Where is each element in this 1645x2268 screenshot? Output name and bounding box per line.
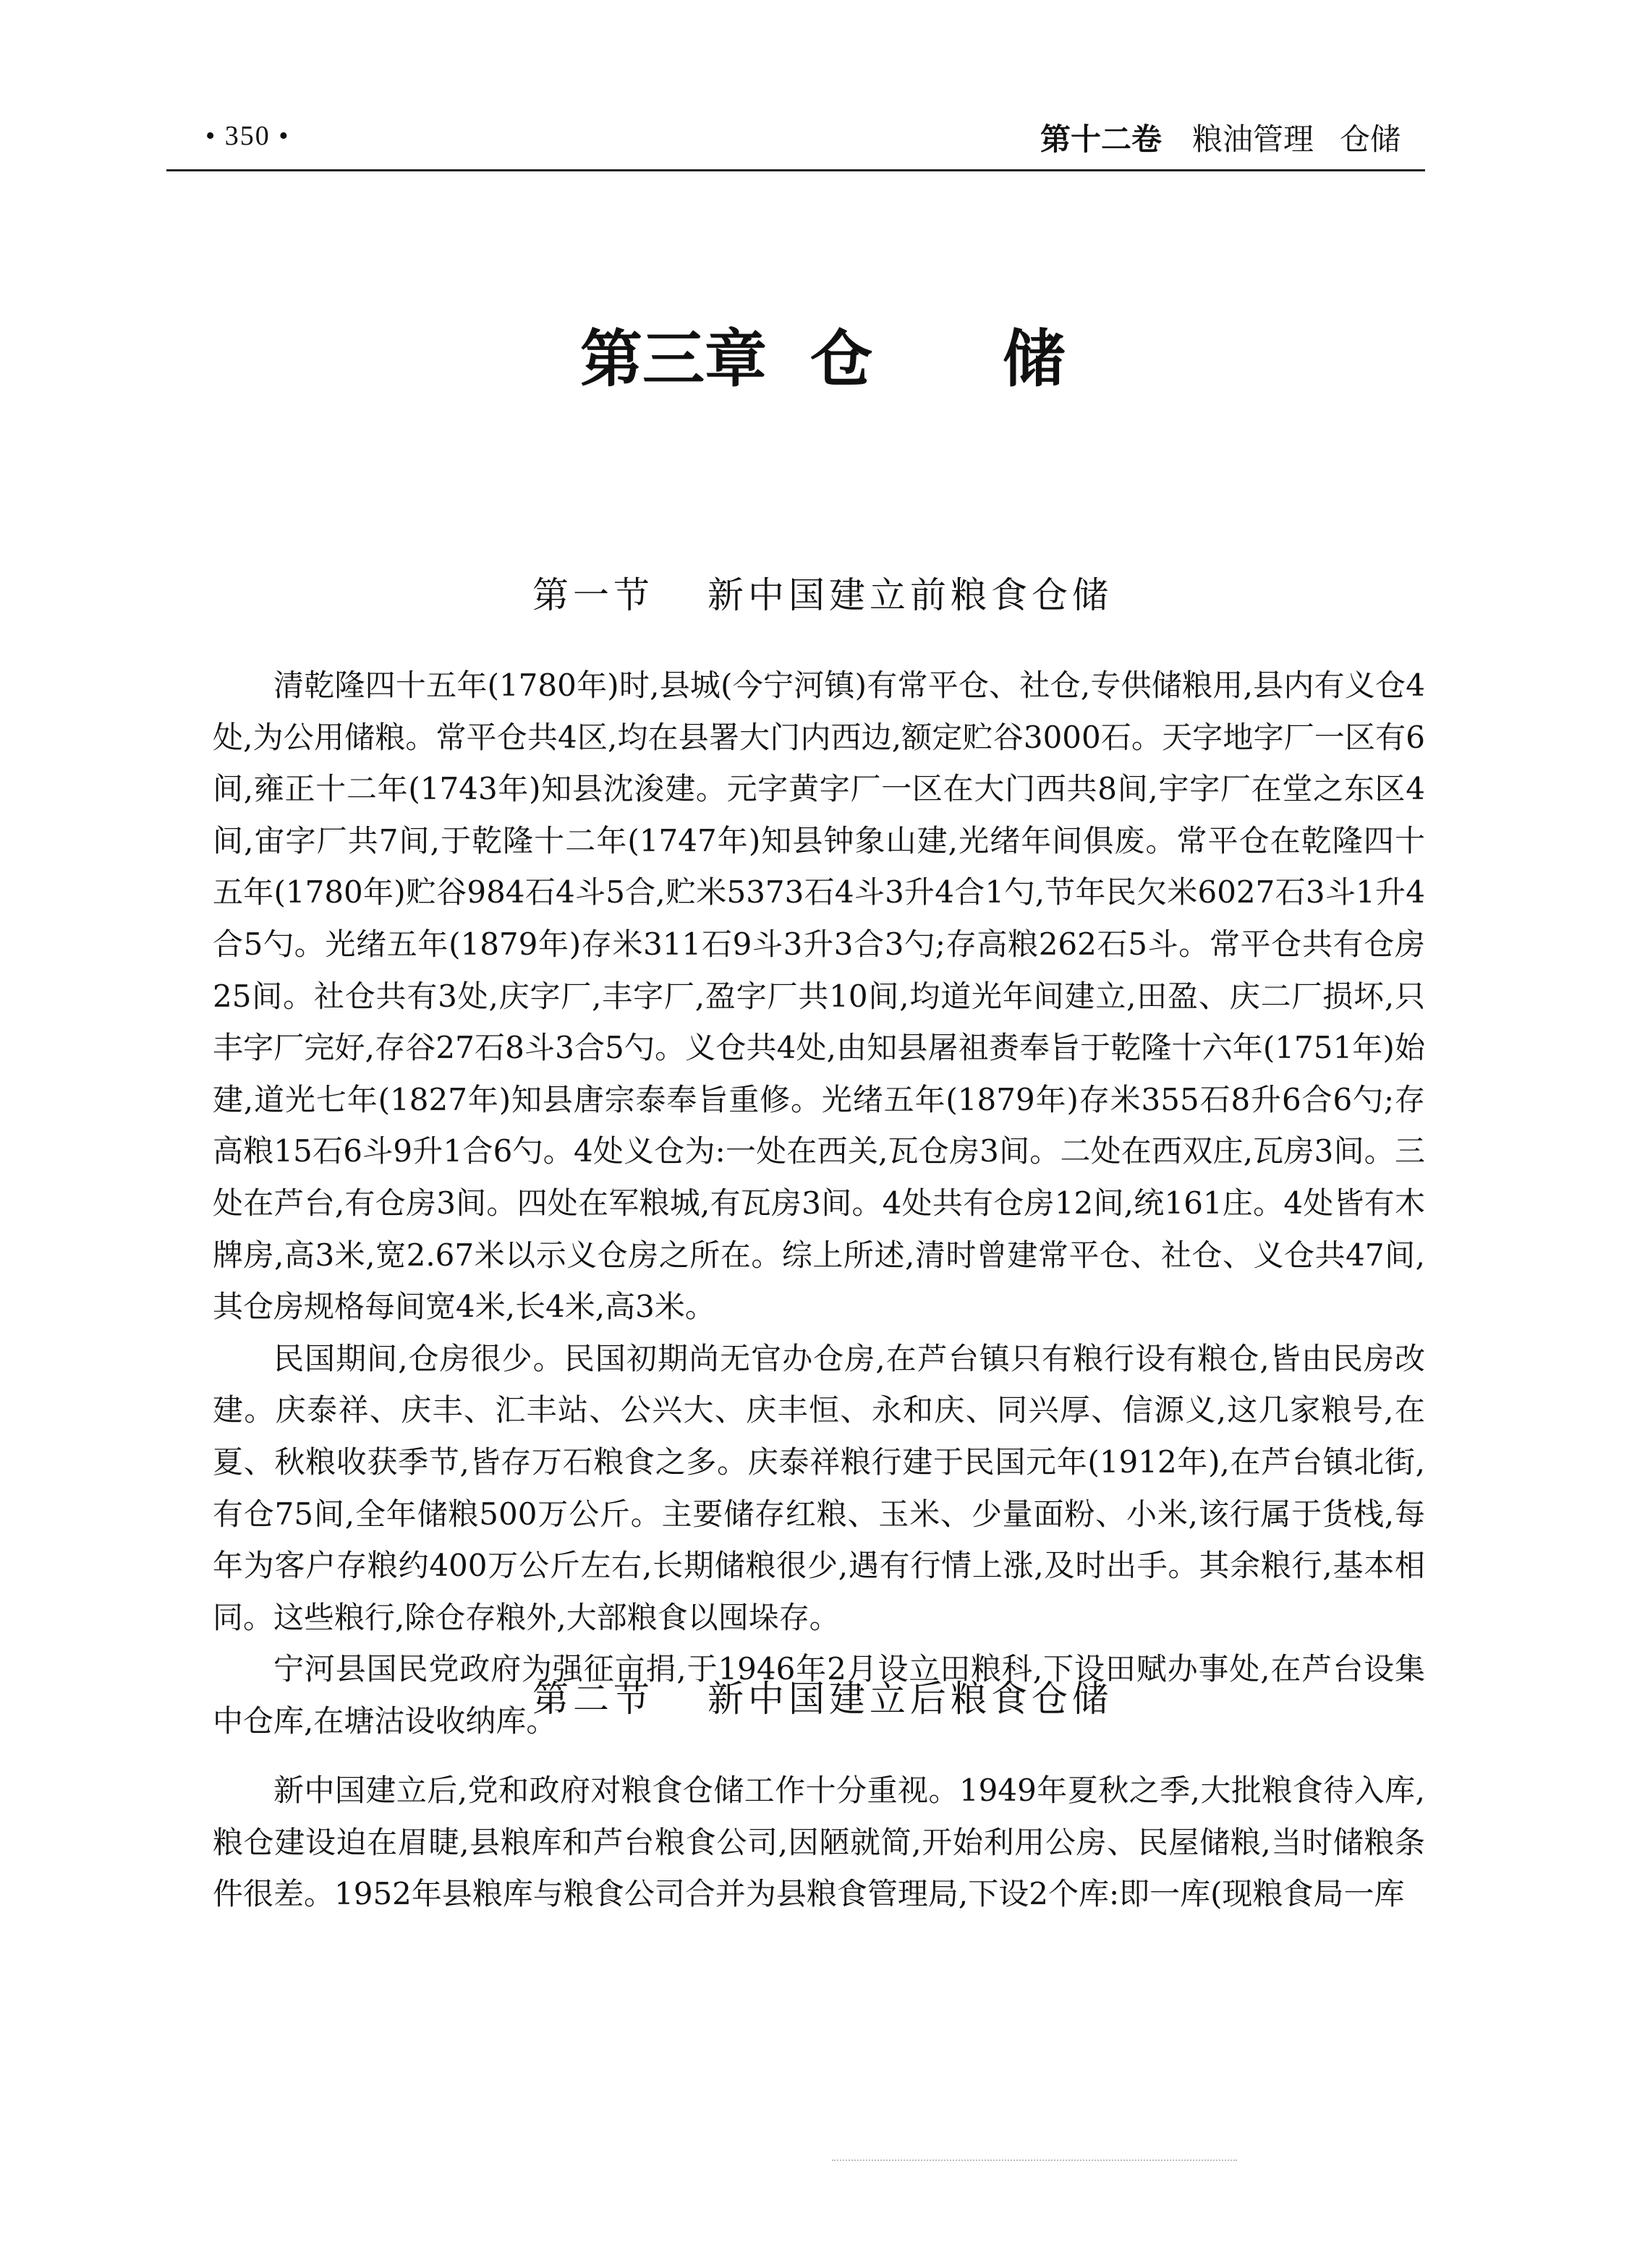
paragraph: 清乾隆四十五年(1780年)时,县城(今宁河镇)有常平仓、社仓,专供储粮用,县内有义仓4处,为公用储粮。常平仓共4区,均在县署大门内西边,额定贮谷3000石。天字地字厂一区有6间,雍正十二年(1743年)知县沈浚建。元字黄字厂一区在大门西共8间,宇字厂在堂之东区4间,宙字厂共7间,于乾隆十二年(1747年)知县钟象山建,光绪年间俱废。常平仓在乾隆四十五年(1780年)贮谷984石4斗5合,贮米5373石4斗3升4合1勺,节年民欠米6027石3斗1升4合5勺。光绪五年(1879年)存米311石9斗3升3合3勺;存高粮262石5斗。常平仓共有仓房25间。社仓共有3处,庆字厂,丰字厂,盈字厂共10间,均道光年间建立,田盈、庆二厂损坏,只丰字厂完好,存谷27石8斗3合5勺。义仓共4处,由知县屠祖赉奉旨于乾隆十六年(1751年)始建,道光七年(1827年)知县唐宗泰奉旨重修。光绪五年(1879年)存米355石8升6合6勺;存高粮15石6斗9升1合6勺。4处义仓为:一处在西关,瓦仓房3间。二处在西双庄,瓦房3间。三处在芦台,有仓房3间。四处在军粮城,有瓦房3间。4处共有仓房12间,统161庄。4处皆有木牌房,高3米,宽2.67米以示义仓房之所在。综上所述,清时曾建常平仓、社仓、义仓共47间,其仓房规格每间宽4米,长4米,高3米。 xyxy=(213,668,1425,1325)
section-title: 新中国建立后粮食仓储 xyxy=(707,1678,1113,1720)
page-number: • 350 • xyxy=(205,121,290,151)
section-1-body xyxy=(213,660,1425,1747)
running-head-volume: 第十二卷 xyxy=(1040,122,1162,157)
paragraph: 宁河县国民党政府为强征亩捐,于1946年2月设立田粮科,下设田赋办事处,在芦台设集中仓库,在塘沽设收纳库。 xyxy=(213,1651,1425,1739)
section-number: 第二节 xyxy=(532,1678,654,1720)
section-number: 第一节 xyxy=(532,574,654,616)
running-head-topic: 粮油管理 xyxy=(1191,122,1314,157)
paragraph: 民国期间,仓房很少。民国初期尚无官办仓房,在芦台镇只有粮行设有粮仓,皆由民房改建。庆泰祥、庆丰、汇丰站、公兴大、庆丰恒、永和庆、同兴厚、信源义,这几家粮号,在夏、秋粮收获季节,皆存万石粮食之多。庆泰祥粮行建于民国元年(1912年),在芦台镇北街,有仓75间,全年储粮500万公斤。主要储存红粮、玉米、少量面粉、小米,该行属于货栈,每年为客户存粮约400万公斤左右,长期储粮很少,遇有行情上涨,及时出手。其余粮行,基本相同。这些粮行,除仓存粮外,大部粮食以囤垛存。 xyxy=(213,1340,1425,1635)
scan-speckle xyxy=(832,2160,1237,2161)
section-heading-1 xyxy=(0,570,1645,621)
running-head xyxy=(1040,116,1400,159)
section-2-body xyxy=(213,1765,1425,1920)
paragraph: 新中国建立后,党和政府对粮食仓储工作十分重视。1949年夏秋之季,大批粮食待入库,粮仓建设迫在眉睫,县粮库和芦台粮食公司,因陋就简,开始利用公房、民屋储粮,当时储粮条件很差。1952年县粮库与粮食公司合并为县粮食管理局,下设2个库:即一库(现粮食局一库 xyxy=(213,1773,1425,1912)
section-title: 新中国建立前粮食仓储 xyxy=(707,574,1113,616)
chapter-name: 仓储 xyxy=(810,323,1195,396)
section-heading-2 xyxy=(0,1674,1645,1724)
chapter-title xyxy=(0,320,1645,399)
running-head-section: 仓储 xyxy=(1339,122,1400,157)
chapter-number: 第三章 xyxy=(580,323,767,396)
header-rule xyxy=(166,169,1425,171)
